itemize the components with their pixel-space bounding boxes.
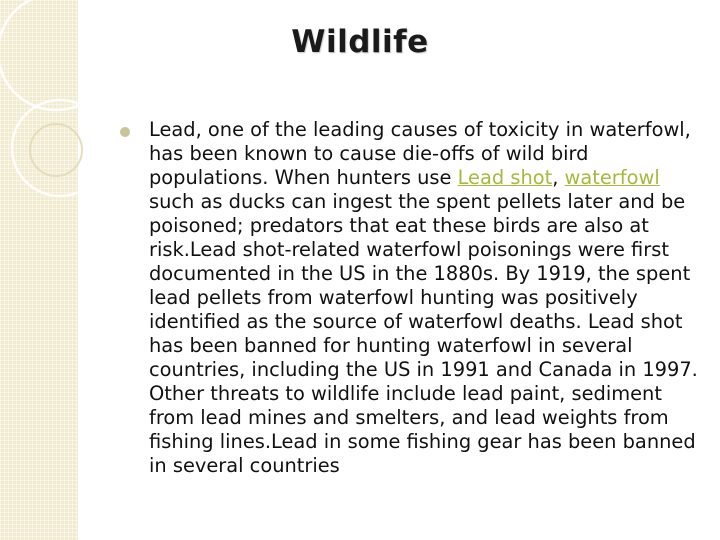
bullet-dot-icon <box>120 127 130 137</box>
bullet-text-part3: such as ducks can ingest the spent pellets later and be poisoned; predators that eat these birds are also at risk.Lead shot-related waterfowl poisonings were first documented in the US in the 1880s. By 1919, the spent lead pellets from waterfowl hunting was positively identified as the source of waterfowl deaths. Lead shot has been banned for hunting waterfowl in several countries, including the US in 1991 and Canada in 1997. Other threats to wildlife include lead paint, sediment from lead mines and smelters, and lead weights from fishing lines.Lead in some fishing gear has been banned in several countries <box>149 190 698 477</box>
bullet-text-part2: , <box>552 166 565 189</box>
slide-content <box>120 118 710 478</box>
bullet-text-part1: Lead, one of the leading causes of toxicity in waterfowl, has been known to cause die-offs of wild bird populations. When hunters use <box>149 118 691 189</box>
bullet-text <box>149 118 710 478</box>
slide-title: Wildlife <box>291 24 429 60</box>
waterfowl-link[interactable]: waterfowl <box>564 166 660 189</box>
bullet-item <box>120 118 710 478</box>
lead-shot-link[interactable]: Lead shot <box>457 166 553 189</box>
